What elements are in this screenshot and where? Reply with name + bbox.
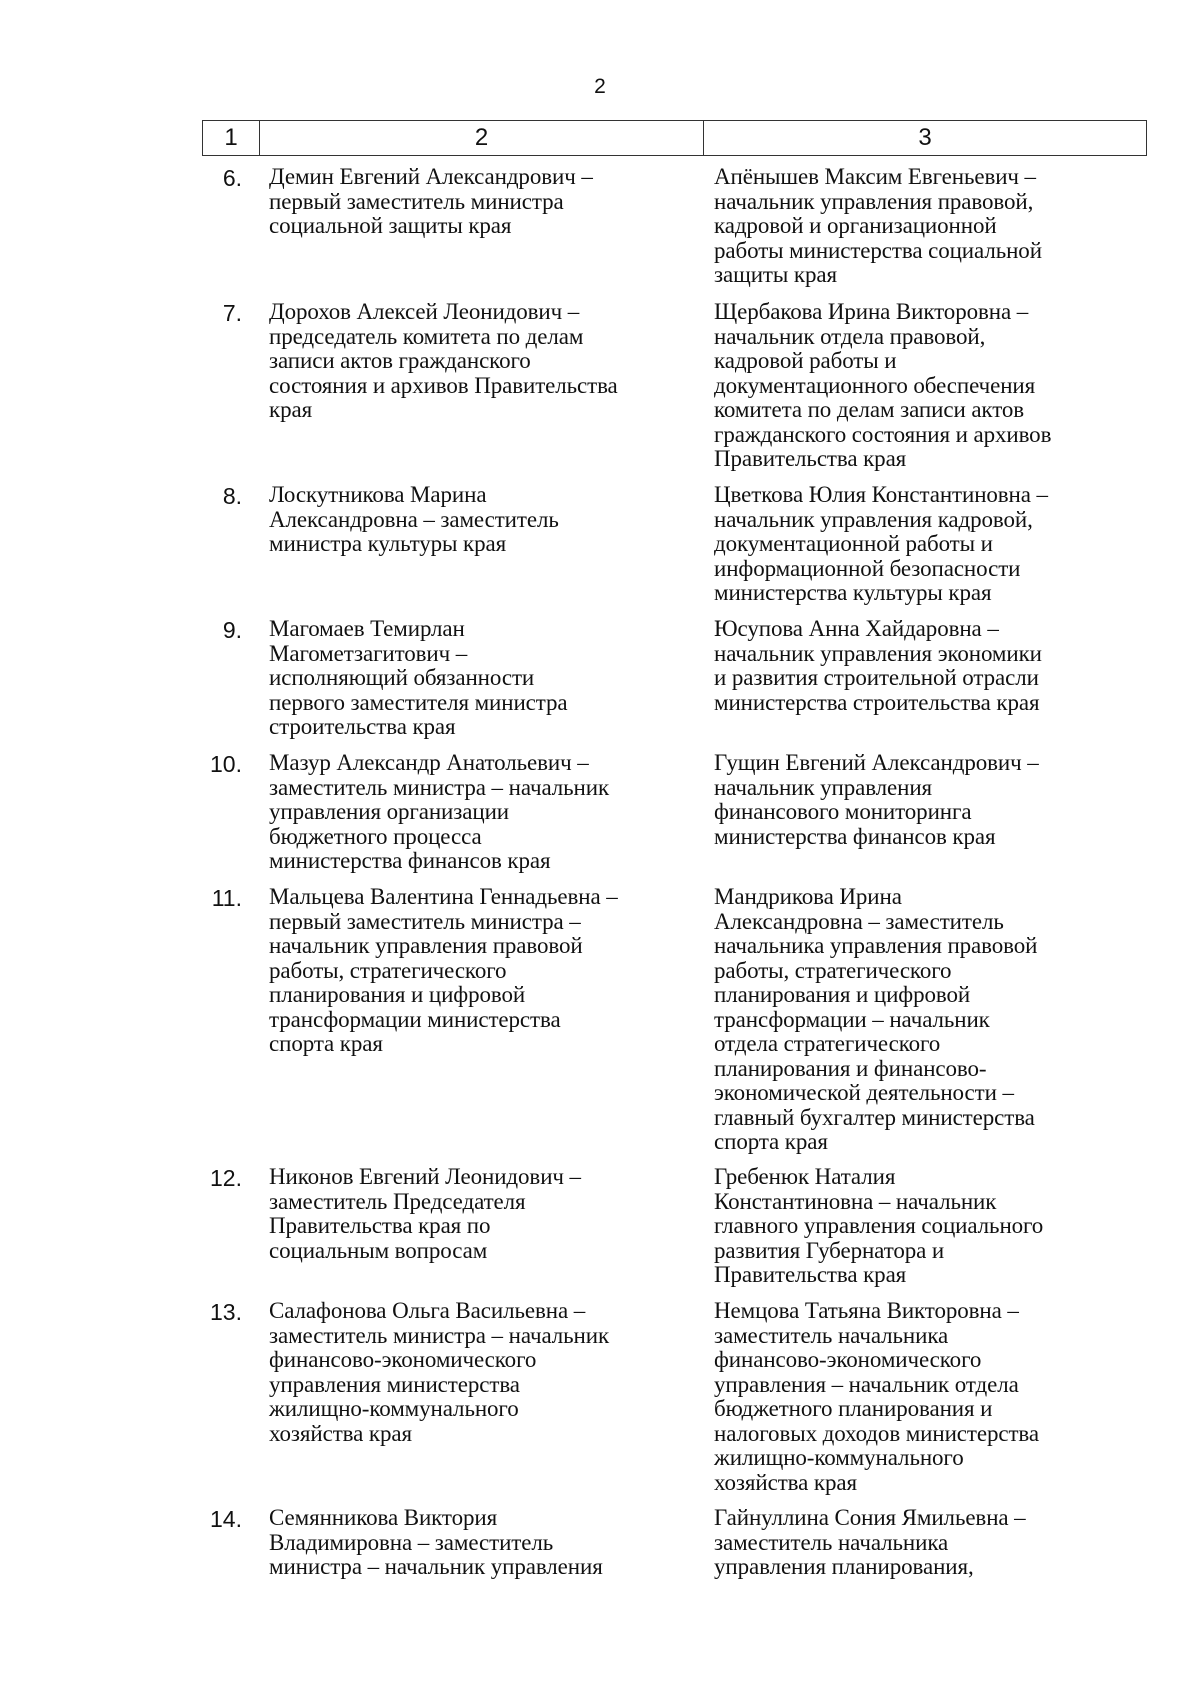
deputy-cell: Щербакова Ирина Викторовна – начальник отдела правовой, кадровой работы и документационного обеспечения комитета по делам записи актов гражданского состояния и архивов Правительства края	[714, 299, 1052, 471]
official-cell: Лоскутникова Марина Александровна – заместитель министра культуры края	[269, 482, 559, 556]
official-cell: Семянникова Виктория Владимировна – заместитель министра – начальник управления	[269, 1505, 603, 1579]
officials-table	[202, 120, 1147, 1582]
table-row	[202, 1506, 1147, 1582]
deputy-cell: Гайнуллина Сония Ямильевна – заместитель начальника управления планирования,	[714, 1505, 1026, 1579]
deputy-cell: Немцова Татьяна Викторовна – заместитель начальника финансово-экономического управления – начальник отдела бюджетного планирования и налоговых доходов министерства жилищно-коммунального хозяйства края	[714, 1298, 1039, 1495]
row-number: 8.	[222, 483, 242, 509]
deputy-cell: Мандрикова Ирина Александровна – заместитель начальника управления правовой работы, стратегического планирования и цифровой трансформации – начальник отдела стратегического планирования и финансово- экономической деятельности – главный бухгалтер министерства спорта края	[714, 884, 1038, 1154]
deputy-cell: Апёнышев Максим Евгеньевич – начальник управления правовой, кадровой и организационной работы министерства социальной защиты края	[714, 164, 1042, 287]
official-cell: Мазур Александр Анатольевич – заместитель министра – начальник управления организации бюджетного процесса министерства финансов края	[269, 750, 610, 873]
row-number: 12.	[210, 1165, 242, 1191]
table-row	[202, 300, 1147, 473]
table-row	[202, 1165, 1147, 1289]
row-number: 9.	[222, 617, 242, 643]
row-number: 7.	[222, 300, 242, 326]
deputy-cell: Гущин Евгений Александрович – начальник управления финансового мониторинга министерства финансов края	[714, 750, 1039, 849]
official-cell: Магомаев Темирлан Магометзагитович – исполняющий обязанности первого заместителя министра строительства края	[269, 616, 568, 739]
row-number: 11.	[211, 885, 242, 911]
official-cell: Салафонова Ольга Васильевна – заместитель министра – начальник финансово-экономического управления министерства жилищно-коммунального хозяйства края	[269, 1298, 610, 1446]
deputy-cell: Юсупова Анна Хайдаровна – начальник управления экономики и развития строительной отрасли министерства строительства края	[714, 616, 1042, 715]
header-cell-2: 2	[259, 121, 704, 155]
row-number: 10.	[210, 751, 242, 777]
official-cell: Мальцева Валентина Геннадьевна – первый заместитель министра – начальник управления правовой работы, стратегического планирования и цифровой трансформации министерства спорта края	[269, 884, 618, 1056]
official-cell: Никонов Евгений Леонидович – заместитель Председателя Правительства края по социальным вопросам	[269, 1164, 581, 1263]
table-row	[202, 885, 1147, 1155]
table-header-row	[202, 120, 1147, 156]
table-row	[202, 483, 1147, 607]
official-cell: Демин Евгений Александрович – первый заместитель министра социальной защиты края	[269, 164, 593, 238]
table-row	[202, 1299, 1147, 1496]
official-cell: Дорохов Алексей Леонидович – председатель комитета по делам записи актов гражданского состояния и архивов Правительства края	[269, 299, 618, 422]
row-number: 13.	[210, 1299, 242, 1325]
header-cell-1: 1	[224, 124, 238, 151]
row-number: 6.	[222, 165, 242, 191]
table-row	[202, 165, 1147, 290]
deputy-cell: Гребенюк Наталия Константиновна – начальник главного управления социального развития Губернатора и Правительства края	[714, 1164, 1044, 1287]
table-body	[202, 165, 1147, 1582]
table-row	[202, 751, 1147, 875]
page-number: 2	[594, 75, 606, 98]
header-cell-3: 3	[918, 124, 932, 151]
deputy-cell: Цветкова Юлия Константиновна – начальник управления кадровой, документационной работы и информационной безопасности министерства культуры края	[714, 482, 1048, 605]
table-row	[202, 617, 1147, 741]
row-number: 14.	[210, 1506, 242, 1532]
